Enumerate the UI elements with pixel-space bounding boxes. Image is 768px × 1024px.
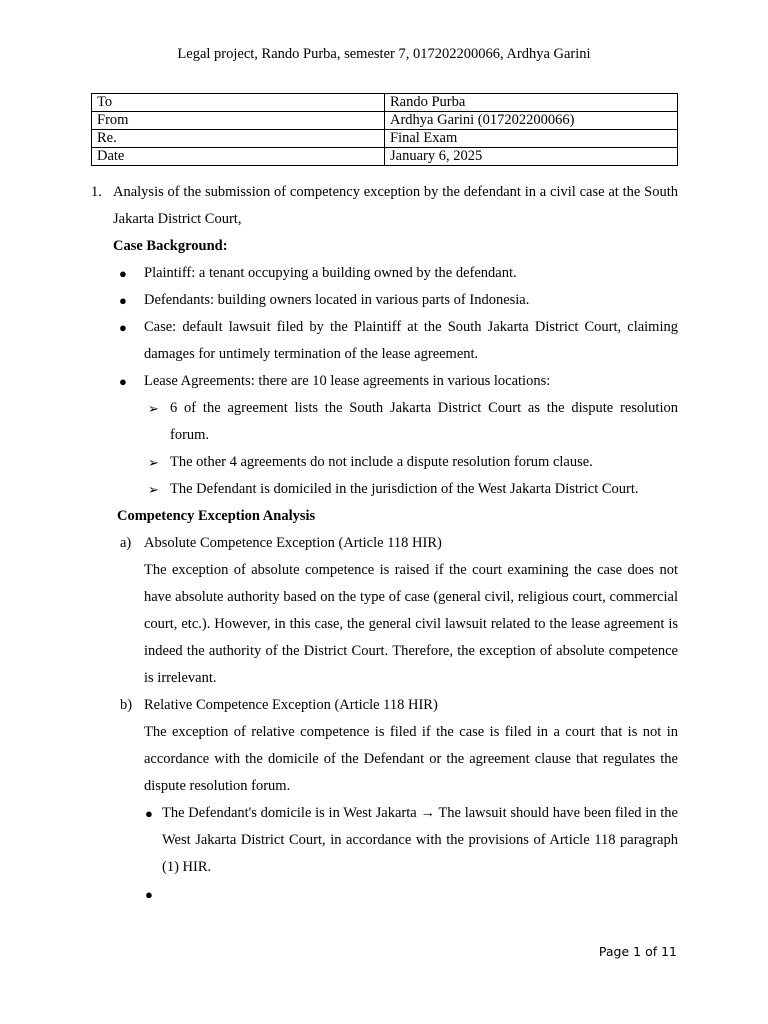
arrowhead-bullet-icon: ➢ <box>148 455 159 470</box>
lease-subitem <box>91 476 678 503</box>
page-number: Page 1 of 11 <box>598 944 677 959</box>
document-body <box>91 179 678 908</box>
background-text: Plaintiff: a tenant occupying a building owned by the defendant. <box>144 265 517 281</box>
lease-subitem-text: The other 4 agreements do not include a dispute resolution forum clause. <box>170 454 593 470</box>
memo-row-to <box>92 94 678 112</box>
lease-subitem <box>91 449 678 476</box>
memo-value: Ardhya Garini (017202200066) <box>385 112 678 130</box>
background-text: Defendants: building owners located in various parts of Indonesia. <box>144 292 530 308</box>
bullet-dot-icon: ● <box>119 320 127 335</box>
section-b-title <box>91 692 678 719</box>
memo-row-re <box>92 130 678 148</box>
lease-subitem-text: 6 of the agreement lists the South Jakarta District Court as the dispute resolution forum. <box>170 400 678 443</box>
lease-subitem-text: The Defendant is domiciled in the jurisdiction of the West Jakarta District Court. <box>170 481 639 497</box>
memo-label: From <box>92 112 385 130</box>
memo-value: January 6, 2025 <box>385 148 678 166</box>
section-b-bullet-text: The Defendant's domicile is in West Jakarta → The lawsuit should have been filed in the West Jakarta District Court, in accordance with the provisions of Article 118 paragraph (1) HIR. <box>162 805 678 875</box>
section-a-title <box>91 530 678 557</box>
analysis-heading: Competency Exception Analysis <box>117 508 316 524</box>
section-marker: a) <box>120 535 132 551</box>
memo-row-from <box>92 112 678 130</box>
section-b-bullet-empty <box>91 881 678 908</box>
memo-label: To <box>92 94 385 112</box>
section-title-text: Absolute Competence Exception (Article 118 HIR) <box>144 535 442 551</box>
item-number: 1. <box>91 184 102 200</box>
case-background-heading: Case Background: <box>113 238 228 254</box>
item-text: Analysis of the submission of competency exception by the defendant in a civil case at the South Jakarta District Court, <box>113 184 678 227</box>
background-item <box>91 314 678 368</box>
arrowhead-bullet-icon: ➢ <box>148 482 159 497</box>
numbered-item-1 <box>91 179 678 233</box>
background-item <box>91 368 678 395</box>
memo-label: Date <box>92 148 385 166</box>
background-item <box>91 260 678 287</box>
bullet-dot-icon: ● <box>119 293 127 308</box>
section-title-text: Relative Competence Exception (Article 118 HIR) <box>144 697 438 713</box>
memo-table <box>91 93 678 166</box>
section-b-text: The exception of relative competence is filed if the case is filed in a court that is not in accordance with the domicile of the Defendant or the agreement clause that regulates the dispute resolution forum. <box>144 724 678 794</box>
page-header: Legal project, Rando Purba, semester 7, 017202200066, Ardhya Garini <box>177 46 591 62</box>
bullet-dot-icon: ● <box>145 887 153 902</box>
background-text: Case: default lawsuit filed by the Plaintiff at the South Jakarta District Court, claiming damages for untimely termination of the lease agreement. <box>144 319 678 362</box>
section-b-bullet <box>91 800 678 881</box>
lease-subitem <box>91 395 678 449</box>
memo-label: Re. <box>92 130 385 148</box>
bullet-dot-icon: ● <box>119 266 127 281</box>
arrowhead-bullet-icon: ➢ <box>148 401 159 416</box>
memo-row-date <box>92 148 678 166</box>
section-marker: b) <box>120 697 133 713</box>
memo-value: Final Exam <box>385 130 678 148</box>
section-a-text: The exception of absolute competence is raised if the court examining the case does not have absolute authority based on the type of case (general civil, religious court, commercial court, etc.). However, in this case, the general civil lawsuit related to the lease agreement is indeed the authority of the District Court. Therefore, the exception of absolute competence is irrelevant. <box>144 562 678 686</box>
background-item <box>91 287 678 314</box>
background-text: Lease Agreements: there are 10 lease agreements in various locations: <box>144 373 551 389</box>
bullet-dot-icon: ● <box>119 374 127 389</box>
memo-value: Rando Purba <box>385 94 678 112</box>
bullet-dot-icon: ● <box>145 806 153 821</box>
